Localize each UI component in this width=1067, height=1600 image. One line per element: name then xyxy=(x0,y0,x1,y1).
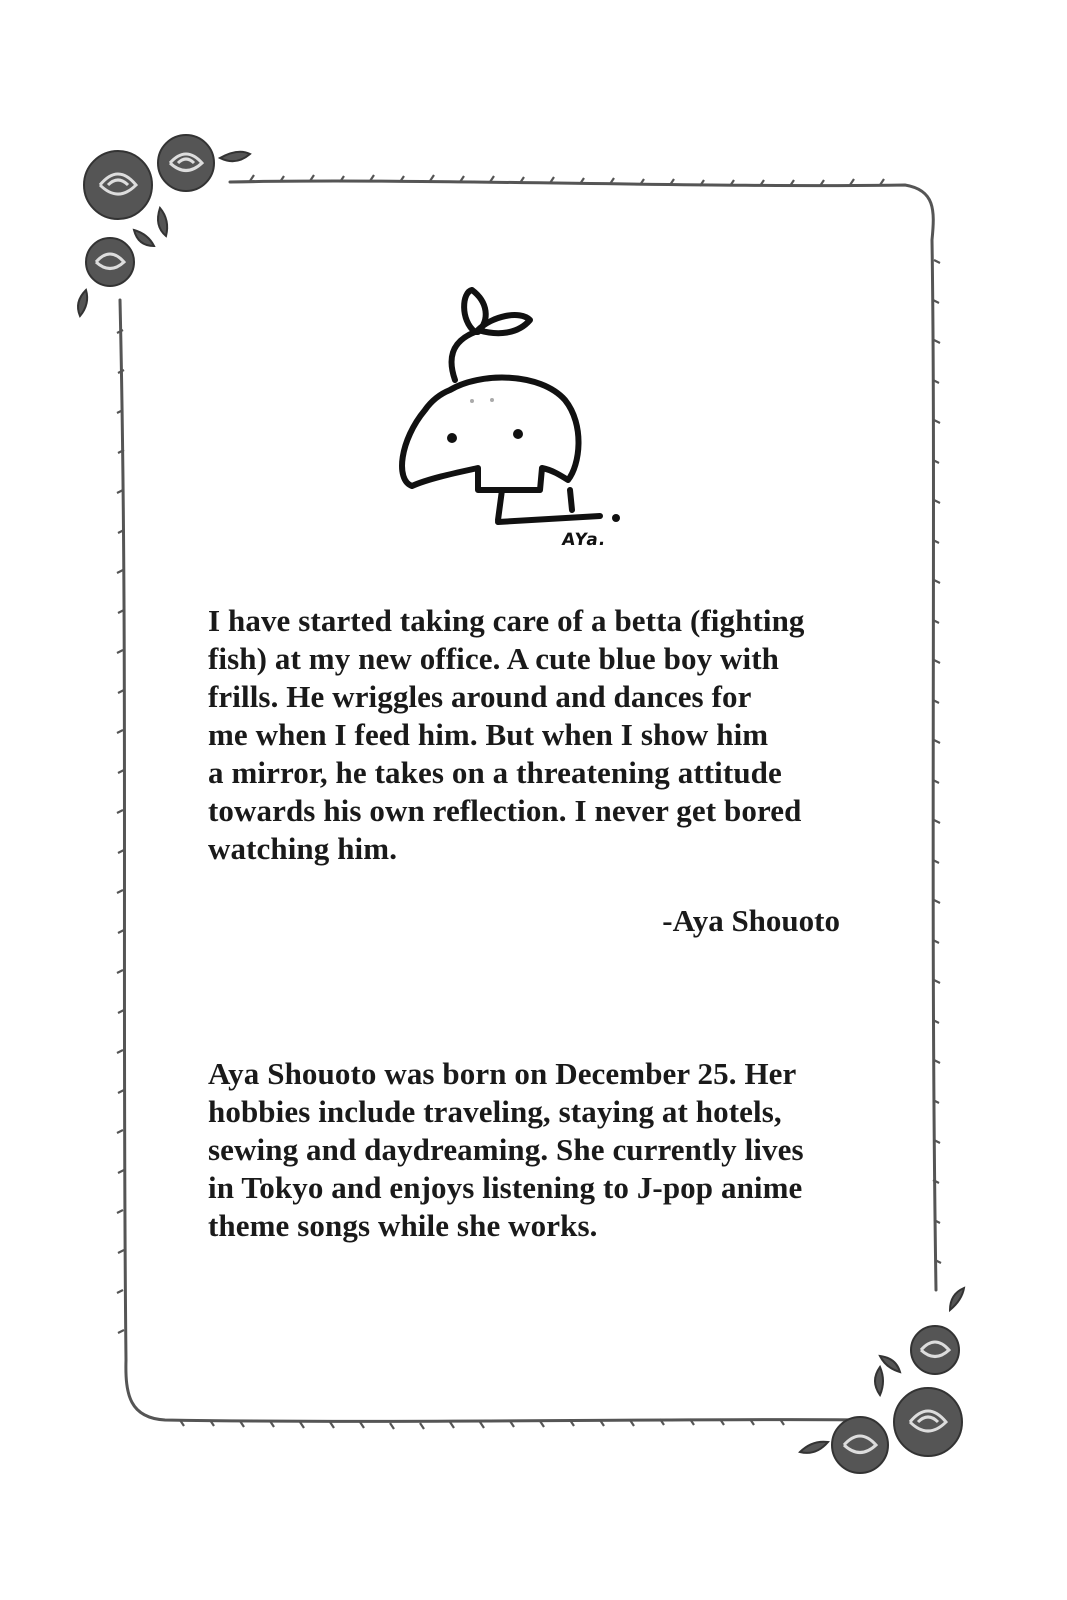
message-line: towards his own reflection. I never get bored xyxy=(208,793,802,828)
mascot-doodle xyxy=(380,280,650,560)
message-line: a mirror, he takes on a threatening attitude xyxy=(208,755,782,790)
bio-line: Aya Shouoto was born on December 25. Her xyxy=(208,1056,797,1091)
rose-cluster-bottom-right xyxy=(800,1288,964,1473)
bio-line: theme songs while she works. xyxy=(208,1208,598,1243)
author-bio xyxy=(208,1055,868,1245)
bio-line: sewing and daydreaming. She currently lives xyxy=(208,1132,804,1167)
bio-line: in Tokyo and enjoys listening to J-pop anime xyxy=(208,1170,803,1205)
author-message xyxy=(208,602,868,868)
rose-cluster-top-left xyxy=(78,135,250,316)
message-line: fish) at my new office. A cute blue boy with xyxy=(208,641,779,676)
artist-signature: AYa. xyxy=(560,530,608,550)
message-line: me when I feed him. But when I show him xyxy=(208,717,769,752)
message-line: frills. He wriggles around and dances for xyxy=(208,679,752,714)
message-line: watching him. xyxy=(208,831,398,866)
author-signoff: -Aya Shouoto xyxy=(662,903,840,938)
message-line: I have started taking care of a betta (fighting xyxy=(208,603,805,638)
bio-line: hobbies include traveling, staying at hotels, xyxy=(208,1094,782,1129)
